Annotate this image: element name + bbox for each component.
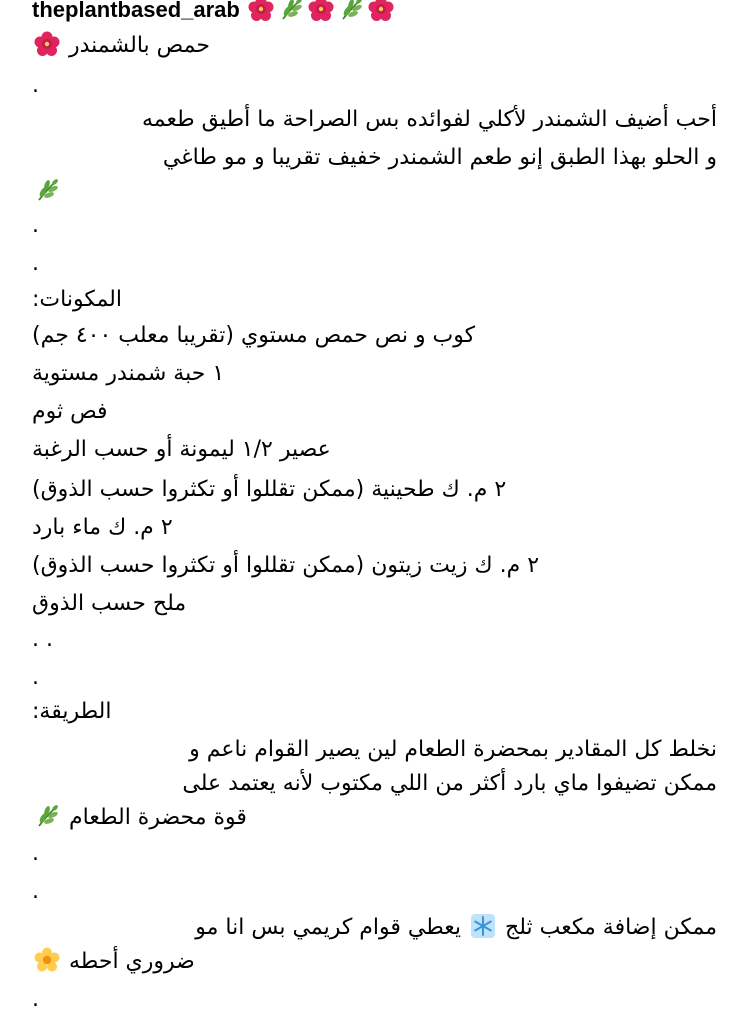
ingredients-heading-line xyxy=(32,282,717,318)
tip-text-b: يعطي قوام كريمي بس انا مو xyxy=(195,915,462,940)
username-line xyxy=(32,0,717,28)
blossom-icon xyxy=(34,947,60,973)
hibiscus-icon xyxy=(368,0,394,22)
hibiscus-icon xyxy=(248,0,274,22)
recipe-title: حمص بالشمندر xyxy=(69,33,210,58)
intro-line-1: أحب أضيف الشمندر لأكلي لفوائده بس الصراحة ما أطيق طعمه xyxy=(141,107,717,132)
tip-text-a: ممكن إضافة مكعب ثلج xyxy=(505,915,717,940)
separator-dot: . xyxy=(32,665,39,690)
herb-icon xyxy=(34,177,60,203)
separator-dot: . xyxy=(32,251,39,276)
separator-dot: . xyxy=(32,987,39,1012)
ingredients-heading: المكونات: xyxy=(32,287,122,312)
recipe-title-line xyxy=(32,28,717,64)
tip-line-2: ضروري أحطه xyxy=(32,944,717,980)
herb-icon xyxy=(278,0,304,22)
separator-dot: . xyxy=(32,879,39,904)
separator-dots: . . xyxy=(32,627,53,652)
herb-icon xyxy=(338,0,364,22)
hibiscus-icon xyxy=(308,0,334,22)
ingredient-item: ٢ م. ك طحينية (ممكن تقللوا أو تكثروا حسب الذوق) xyxy=(32,477,507,502)
separator-dot: . xyxy=(32,841,39,866)
separator-dot: . xyxy=(32,73,39,98)
separator-dot: . xyxy=(32,213,39,238)
tip-line-1 xyxy=(32,910,717,946)
ingredient-item: ١ حبة شمندر مستوية xyxy=(32,361,225,386)
hibiscus-icon xyxy=(34,31,60,57)
method-line-3: قوة محضرة الطعام xyxy=(32,800,717,836)
ingredient-item: كوب و نص حمص مستوي (تقريبا معلب ٤٠٠ جم) xyxy=(32,323,476,348)
intro-emoji-line xyxy=(32,174,717,210)
intro-line-2: و الحلو بهذا الطبق إنو طعم الشمندر خفيف تقريبا و مو طاغي xyxy=(162,145,717,170)
method-line-2: ممكن تضيفوا ماي بارد أكثر من اللي مكتوب لأنه يعتمد على xyxy=(182,771,717,796)
ingredient-item: ٢ م. ك زيت زيتون (ممكن تقللوا أو تكثروا حسب الذوق) xyxy=(32,553,540,578)
ingredient-item: ٢ م. ك ماء بارد xyxy=(32,515,173,540)
ingredient-item: فص ثوم xyxy=(32,399,108,424)
method-line-1: نخلط كل المقادير بمحضرة الطعام لين يصير القوام ناعم و xyxy=(189,737,717,762)
ingredient-item: عصير ١/٢ ليمونة أو حسب الرغبة xyxy=(32,437,331,462)
method-heading: الطريقة: xyxy=(32,699,112,724)
ingredient-item: ملح حسب الذوق xyxy=(32,591,187,616)
username-link[interactable]: theplantbased_arab xyxy=(32,0,240,22)
herb-icon xyxy=(34,803,60,829)
method-heading-line xyxy=(32,694,717,730)
snowflake-icon xyxy=(470,913,496,939)
